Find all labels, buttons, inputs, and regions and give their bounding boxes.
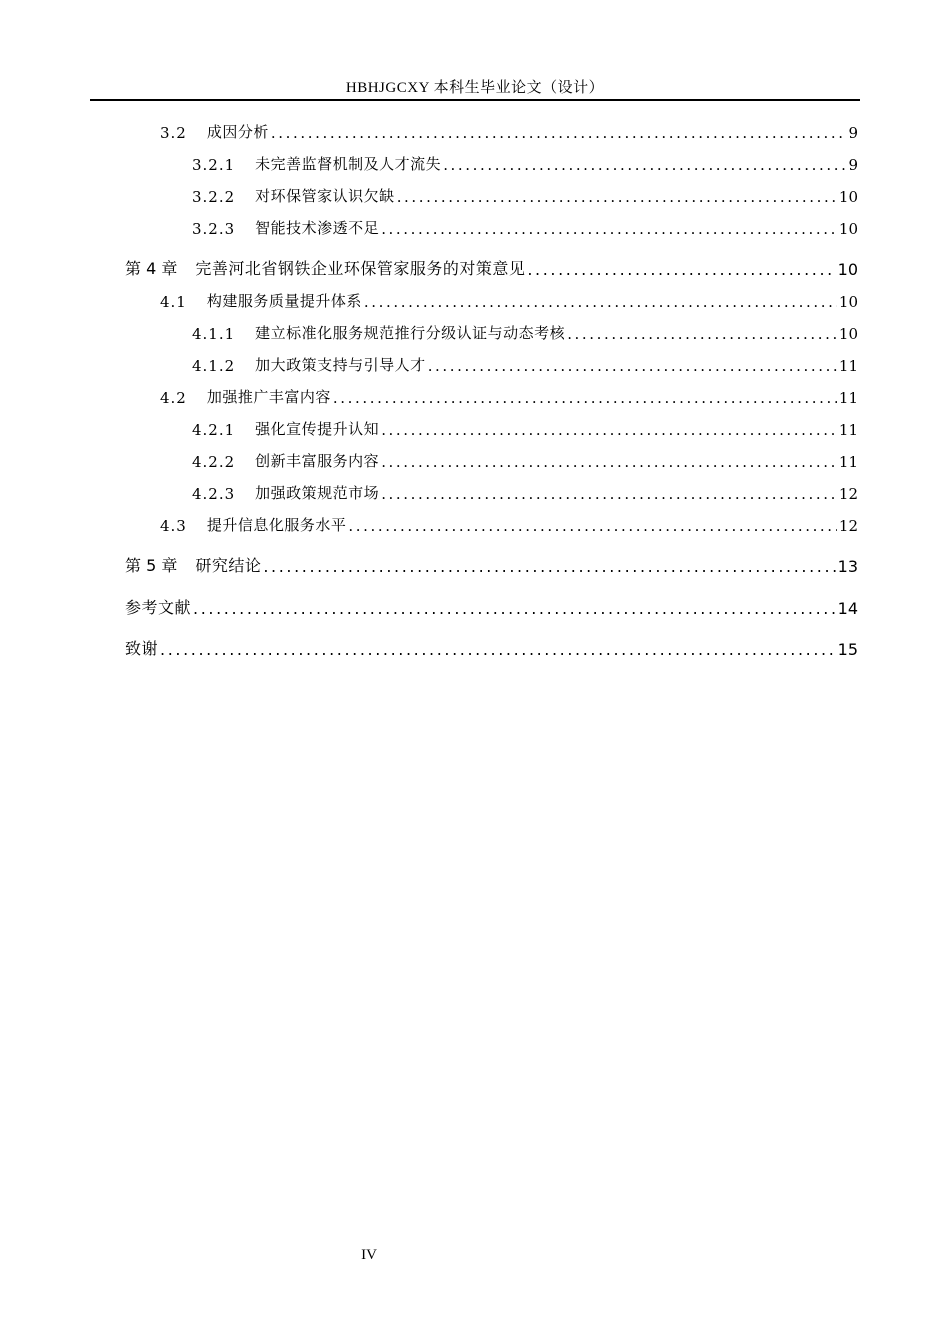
toc-title: 研究结论 — [195, 556, 262, 575]
dot-leader — [160, 640, 836, 659]
toc-number: 第 5 章 — [125, 556, 178, 575]
toc-page: 12 — [838, 485, 858, 503]
toc-number: 4.2.3 — [192, 485, 236, 503]
toc-page: 10 — [838, 188, 858, 206]
toc-number: 4.1.1 — [192, 325, 236, 343]
running-header: HBHJGCXY 本科生毕业论文（设计） — [345, 80, 605, 96]
toc-page: 15 — [837, 640, 858, 659]
dot-leader — [428, 357, 837, 375]
dot-leader — [567, 325, 837, 343]
toc-number: 3.2 — [160, 124, 187, 142]
toc-title: 参考文献 — [125, 598, 192, 617]
toc-entry-3-2-2[interactable] — [192, 182, 858, 206]
toc-entry-acknowledgements[interactable] — [125, 635, 858, 659]
toc-number: 4.2.1 — [192, 421, 236, 439]
toc-number: 4.2.2 — [192, 453, 236, 471]
toc-entry-3-2[interactable] — [160, 118, 858, 142]
page-number: IV — [361, 1247, 377, 1263]
dot-leader — [397, 188, 837, 206]
toc-entry-4-1-2[interactable] — [192, 351, 858, 375]
toc-page: 12 — [838, 517, 858, 535]
toc-page: 14 — [837, 599, 858, 618]
dot-leader — [333, 389, 837, 407]
toc-entry-3-2-3[interactable] — [192, 214, 858, 238]
dot-leader — [193, 599, 836, 618]
dot-leader — [364, 293, 837, 311]
toc-number: 3.2.1 — [192, 156, 236, 174]
header-rule — [90, 99, 860, 101]
toc-title: 智能技术渗透不足 — [255, 219, 380, 237]
toc-title: 加强推广丰富内容 — [206, 388, 331, 406]
toc-title: 构建服务质量提升体系 — [206, 292, 362, 310]
toc-title: 对环保管家认识欠缺 — [255, 187, 395, 205]
toc-number: 4.2 — [160, 389, 187, 407]
dot-leader — [348, 517, 837, 535]
toc-number: 3.2.2 — [192, 188, 236, 206]
toc-entry-4-2-1[interactable] — [192, 415, 858, 439]
toc-title: 加大政策支持与引导人才 — [255, 356, 426, 374]
toc-page: 11 — [838, 357, 858, 375]
toc-entry-4-1[interactable] — [160, 287, 858, 311]
toc-title: 建立标准化服务规范推行分级认证与动态考核 — [255, 324, 566, 342]
toc-page: 13 — [837, 557, 858, 576]
toc-entry-chapter-4[interactable] — [125, 255, 858, 279]
toc-title: 成因分析 — [206, 123, 269, 141]
toc-entry-3-2-1[interactable] — [192, 150, 858, 174]
toc-number: 3.2.3 — [192, 220, 236, 238]
toc-entry-chapter-5[interactable] — [125, 552, 858, 576]
toc-title: 提升信息化服务水平 — [206, 516, 347, 534]
dot-leader — [381, 453, 837, 471]
dot-leader — [381, 220, 837, 238]
toc-number: 4.1.2 — [192, 357, 236, 375]
toc-number: 4.3 — [160, 517, 187, 535]
toc-page: 11 — [838, 389, 858, 407]
toc-entry-4-2-2[interactable] — [192, 447, 858, 471]
toc-number: 第 4 章 — [125, 259, 178, 278]
toc-title: 加强政策规范市场 — [255, 484, 380, 502]
toc-page: 11 — [838, 453, 858, 471]
toc-title: 强化宣传提升认知 — [255, 420, 380, 438]
toc-entry-4-1-1[interactable] — [192, 319, 858, 343]
dot-leader — [443, 156, 846, 174]
toc-page: 9 — [848, 124, 858, 142]
toc-page: 11 — [838, 421, 858, 439]
dot-leader — [381, 421, 837, 439]
toc-title: 致谢 — [125, 639, 159, 658]
toc-page: 10 — [838, 293, 858, 311]
dot-leader — [271, 124, 846, 142]
toc-number: 4.1 — [160, 293, 187, 311]
toc-entry-references[interactable] — [125, 594, 858, 618]
toc-entry-4-3[interactable] — [160, 511, 858, 535]
toc-title: 完善河北省钢铁企业环保管家服务的对策意见 — [195, 259, 526, 278]
toc-page: 10 — [838, 325, 858, 343]
toc-entry-4-2[interactable] — [160, 383, 858, 407]
toc-title: 创新丰富服务内容 — [255, 452, 380, 470]
toc-entry-4-2-3[interactable] — [192, 479, 858, 503]
dot-leader — [381, 485, 837, 503]
toc-title: 未完善监督机制及人才流失 — [255, 155, 442, 173]
dot-leader — [527, 260, 835, 279]
toc-page: 9 — [848, 156, 858, 174]
toc-page: 10 — [838, 220, 858, 238]
toc-page: 10 — [837, 260, 858, 279]
dot-leader — [263, 557, 835, 576]
